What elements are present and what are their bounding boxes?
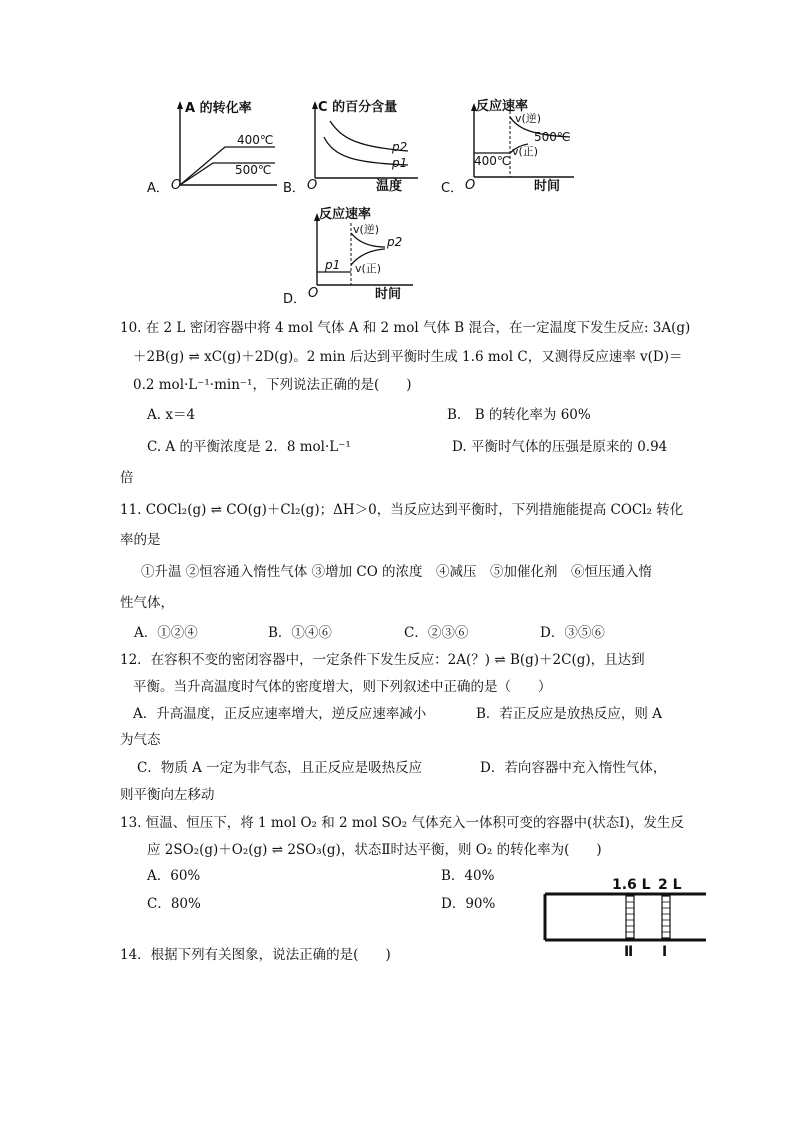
graph-c-origin: O — [465, 178, 476, 193]
q11-stem-line1: 11. COCl₂(g) ⇌ CO(g)＋Cl₂(g)；ΔH＞0，当反应达到平衡时，下列措施能提高 COCl₂ 转化 — [120, 502, 684, 518]
graph-c-xlabel: 时间 — [534, 179, 561, 194]
graph-b-label-p1: p1 — [392, 156, 408, 170]
q10-option-d: D. 平衡时气体的压强是原来的 0.94 — [452, 439, 668, 455]
q12-option-d-cont: 则平衡向左移动 — [120, 787, 215, 803]
graph-b-origin: O — [307, 178, 318, 193]
q12-option-d: D．若向容器中充入惰性气体， — [480, 760, 667, 776]
q12-option-a: A．升高温度，正反应速率增大，逆反应速率减小 — [133, 706, 427, 722]
q12-option-c: C．物质 A 一定为非气态，且正反应是吸热反应 — [137, 760, 423, 776]
q11-option-b: B．①④⑥ — [268, 625, 332, 641]
graph-a-origin: O — [171, 178, 182, 193]
container-volume-label-2: 2 L — [658, 877, 682, 893]
q12-stem-line1: 12．在容积不变的密闭容器中，一定条件下发生反应：2A(？) ⇌ B(g)＋2C(g)，且达到 — [120, 652, 645, 668]
graph-c — [462, 95, 582, 195]
container-volume-label-1: 1.6 L — [612, 877, 651, 893]
graph-d — [305, 205, 425, 305]
q10-option-d-cont: 倍 — [120, 470, 134, 486]
graph-b-ylabel: C 的百分含量 — [318, 100, 398, 115]
graph-d-ylabel: 反应速率 — [319, 207, 372, 222]
q13-stem-line1: 13. 恒温、恒压下，将 1 mol O₂ 和 2 mol SO₂ 气体充入一体积可变的容器中(状态Ⅰ)，发生反 — [120, 815, 684, 831]
q13-option-c: C．80% — [147, 896, 201, 912]
graph-d-origin: O — [308, 286, 319, 301]
graph-b-label-p2: p2 — [392, 140, 408, 154]
q11-option-a: A．①②④ — [134, 625, 198, 641]
q10-option-b: B. B 的转化率为 60% — [447, 407, 591, 423]
option-c-label: C． — [441, 181, 464, 196]
graph-c-ylabel: 反应速率 — [476, 99, 529, 114]
graph-c-label-400: 400℃ — [474, 154, 511, 168]
q13-container-figure — [540, 872, 710, 962]
q11-option-c: C．②③⑥ — [404, 625, 469, 641]
graph-a-y-arrow — [177, 101, 183, 109]
container-state-label-1: Ⅰ — [662, 944, 668, 960]
q13-stem-line2: 应 2SO₂(g)＋O₂(g) ⇌ 2SO₃(g)，状态Ⅱ时达平衡，则 O₂ 的转化率为( ) — [147, 842, 602, 858]
q14-stem-line1: 14．根据下列有关图象，说法正确的是( ) — [120, 947, 391, 963]
option-d-label: D． — [283, 292, 307, 307]
container-state-label-2: Ⅱ — [624, 944, 634, 960]
q10-option-c: C. A 的平衡浓度是 2．8 mol·L⁻¹ — [147, 439, 351, 455]
graph-d-label-vrev: v(逆) — [353, 223, 380, 236]
piston-state-2 — [626, 896, 634, 938]
graph-d-xlabel: 时间 — [375, 287, 402, 302]
graph-b — [300, 95, 425, 195]
graph-d-label-vfwd: v(正) — [355, 262, 382, 275]
q13-option-b: B．40% — [441, 868, 495, 884]
q11-option-d: D．③⑤⑥ — [540, 625, 605, 641]
graph-a-ylabel: A 的转化率 — [185, 101, 252, 116]
q10-stem-line2: ＋2B(g) ⇌ xC(g)＋2D(g)。2 min 后达到平衡时生成 1.6 mol C，又测得反应速率 v(D)＝ — [133, 349, 683, 365]
q13-option-d: D．90% — [441, 896, 496, 912]
q11-measures-line2: 性气体， — [120, 595, 174, 611]
graph-c-label-500: 500℃ — [534, 130, 571, 144]
graph-a-label-500: 500℃ — [235, 163, 272, 177]
graph-a-label-400: 400℃ — [237, 133, 274, 147]
piston-state-1 — [662, 896, 670, 938]
graph-d-label-p1: p1 — [325, 258, 341, 272]
q13-option-a: A．60% — [147, 868, 201, 884]
q12-option-b: B．若正反应是放热反应，则 A — [476, 706, 662, 722]
option-a-label: A． — [147, 181, 169, 196]
graph-b-xlabel: 温度 — [376, 179, 403, 194]
option-b-label: B． — [283, 181, 305, 196]
q11-measures-line1: ①升温 ②恒容通入惰性气体 ③增加 CO 的浓度 ④减压 ⑤加催化剂 ⑥恒压通入惰 — [141, 564, 653, 580]
graph-d-label-p2: p2 — [387, 235, 403, 249]
q10-stem-line1: 10. 在 2 L 密闭容器中将 4 mol 气体 A 和 2 mol 气体 B 混合，在一定温度下发生反应: 3A(g) — [120, 320, 691, 336]
q12-stem-line2: 平衡。当升高温度时气体的密度增大，则下列叙述中正确的是（ ） — [133, 679, 552, 695]
q10-option-a: A. x＝4 — [147, 407, 196, 423]
graph-c-label-vfwd: v(正) — [512, 145, 539, 158]
graph-a — [165, 95, 285, 195]
q12-option-b-cont: 为气态 — [120, 732, 161, 748]
graph-c-label-vrev: v(逆) — [515, 112, 542, 125]
q10-stem-line3: 0.2 mol·L⁻¹·min⁻¹，下列说法正确的是( ) — [133, 377, 412, 393]
q11-stem-line2: 率的是 — [120, 532, 161, 548]
